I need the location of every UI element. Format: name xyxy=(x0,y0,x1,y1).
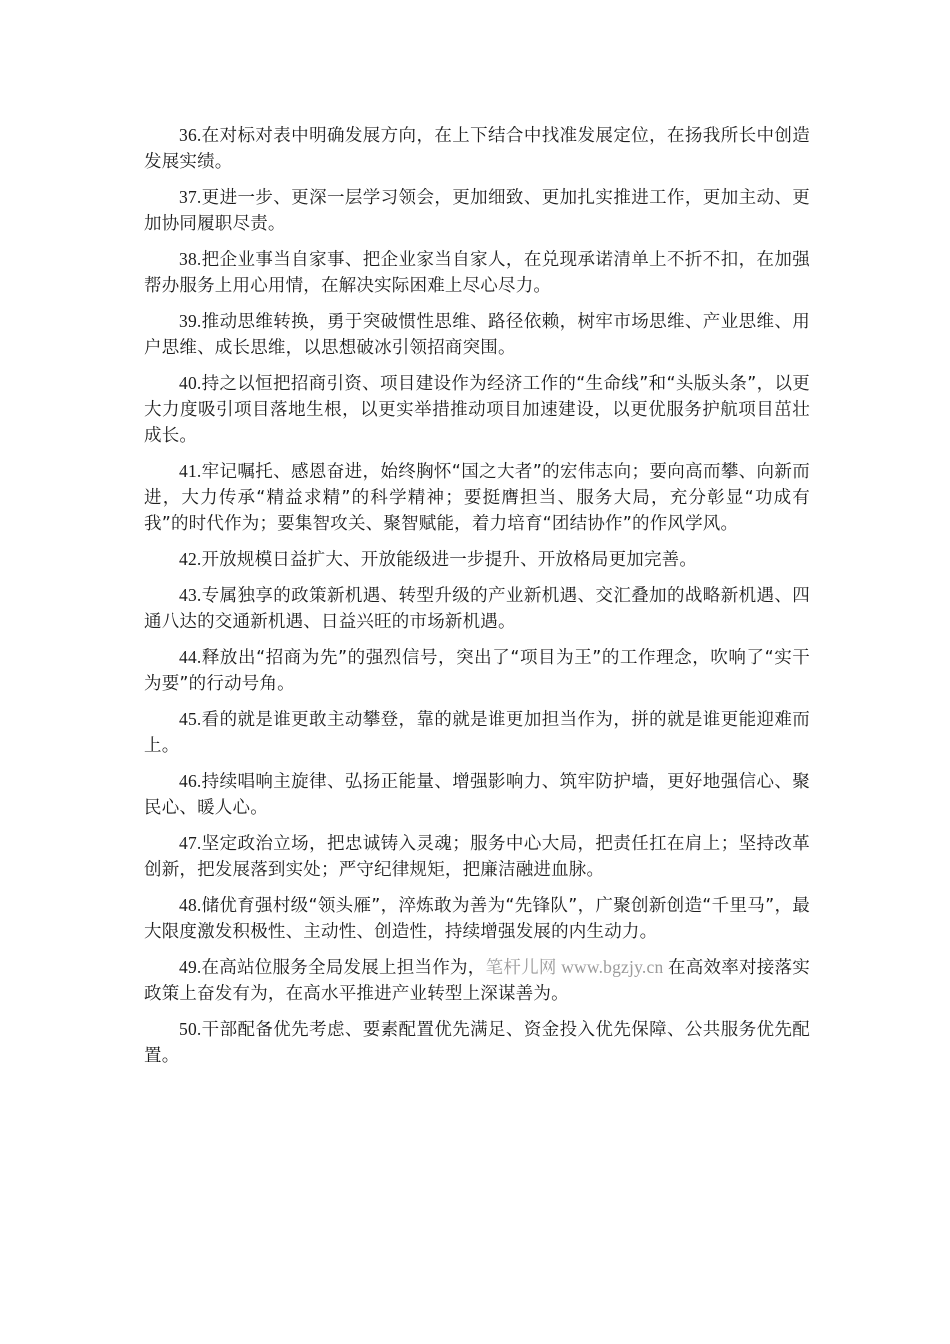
paragraph-50 xyxy=(144,1016,810,1069)
paragraph-48 xyxy=(144,892,810,945)
paragraph-number: 39. xyxy=(179,311,202,331)
paragraph-number: 45. xyxy=(179,709,202,729)
paragraph-number: 44. xyxy=(179,647,202,667)
paragraph-number: 50. xyxy=(179,1019,202,1039)
paragraph-39 xyxy=(144,308,810,361)
paragraph-number: 47. xyxy=(179,833,202,853)
paragraph-number: 42. xyxy=(179,549,202,569)
paragraph-45 xyxy=(144,706,810,759)
paragraph-40 xyxy=(144,370,810,449)
paragraph-43 xyxy=(144,582,810,635)
paragraph-44 xyxy=(144,644,810,697)
paragraph-number: 40. xyxy=(179,373,202,393)
paragraph-number: 36. xyxy=(179,125,202,145)
paragraph-49 xyxy=(144,954,810,1007)
paragraph-text: 在对标对表中明确发展方向，在上下结合中找准发展定位，在扬我所长中创造发展实绩。 xyxy=(144,126,810,172)
paragraph-number: 46. xyxy=(179,771,202,791)
paragraph-text-start: 在高站位服务全局发展上担当作为， xyxy=(201,958,486,978)
paragraph-text: 坚定政治立场，把忠诚铸入灵魂；服务中心大局，把责任扛在肩上；坚持改革创新，把发展落到实处；严守纪律规矩，把廉洁融进血脉。 xyxy=(144,834,810,880)
paragraph-text: 持之以恒把招商引资、项目建设作为经济工作的“生命线”和“头版头条”，以更大力度吸引项目落地生根，以更实举措推动项目加速建设，以更优服务护航项目茁壮成长。 xyxy=(144,374,810,446)
paragraph-38 xyxy=(144,246,810,299)
paragraph-text: 把企业事当自家事、把企业家当自家人，在兑现承诺清单上不折不扣，在加强帮办服务上用心用情，在解决实际困难上尽心尽力。 xyxy=(144,250,810,296)
paragraph-text: 储优育强村级“领头雁”，淬炼敢为善为“先锋队”，广聚创新创造“千里马”，最大限度激发积极性、主动性、创造性，持续增强发展的内生动力。 xyxy=(144,896,810,942)
paragraph-text: 开放规模日益扩大、开放能级进一步提升、开放格局更加完善。 xyxy=(201,550,698,570)
paragraph-text: 释放出“招商为先”的强烈信号，突出了“项目为王”的工作理念，吹响了“实干为要”的行动号角。 xyxy=(144,648,810,694)
paragraph-text-end: 在高效率对接落实政策上奋发有为，在高水平推进产业转型上深谋善为。 xyxy=(144,958,810,1004)
paragraph-text: 干部配备优先考虑、要素配置优先满足、资金投入优先保障、公共服务优先配置。 xyxy=(144,1020,810,1066)
document-body xyxy=(144,122,810,1078)
paragraph-text: 持续唱响主旋律、弘扬正能量、增强影响力、筑牢防护墙，更好地强信心、聚民心、暖人心。 xyxy=(144,772,810,818)
paragraph-text: 专属独享的政策新机遇、转型升级的产业新机遇、交汇叠加的战略新机遇、四通八达的交通新机遇、日益兴旺的市场新机遇。 xyxy=(144,586,810,632)
paragraph-text: 看的就是谁更敢主动攀登，靠的就是谁更加担当作为，拼的就是谁更能迎难而上。 xyxy=(144,710,810,756)
paragraph-41 xyxy=(144,458,810,537)
paragraph-number: 48. xyxy=(179,895,202,915)
paragraph-36 xyxy=(144,122,810,175)
watermark-url: www.bgzjy.cn xyxy=(556,957,669,977)
paragraph-47 xyxy=(144,830,810,883)
paragraph-number: 49. xyxy=(179,957,202,977)
paragraph-46 xyxy=(144,768,810,821)
paragraph-number: 38. xyxy=(179,249,202,269)
paragraph-42 xyxy=(144,546,810,573)
paragraph-text: 推动思维转换，勇于突破惯性思维、路径依赖，树牢市场思维、产业思维、用户思维、成长思维，以思想破冰引领招商突围。 xyxy=(144,312,810,358)
paragraph-number: 41. xyxy=(179,461,202,481)
paragraph-text: 牢记嘱托、感恩奋进，始终胸怀“国之大者”的宏伟志向；要向高而攀、向新而进，大力传承“精益求精”的科学精神；要挺膺担当、服务大局，充分彰显“功成有我”的时代作为；要集智攻关、聚智赋能，着力培育“团结协作”的作风学风。 xyxy=(144,462,810,534)
paragraph-number: 43. xyxy=(179,585,202,605)
paragraph-text: 更进一步、更深一层学习领会，更加细致、更加扎实推进工作，更加主动、更加协同履职尽责。 xyxy=(144,188,810,234)
paragraph-number: 37. xyxy=(179,187,202,207)
paragraph-37 xyxy=(144,184,810,237)
watermark-text: 笔杆儿网 xyxy=(485,958,557,978)
